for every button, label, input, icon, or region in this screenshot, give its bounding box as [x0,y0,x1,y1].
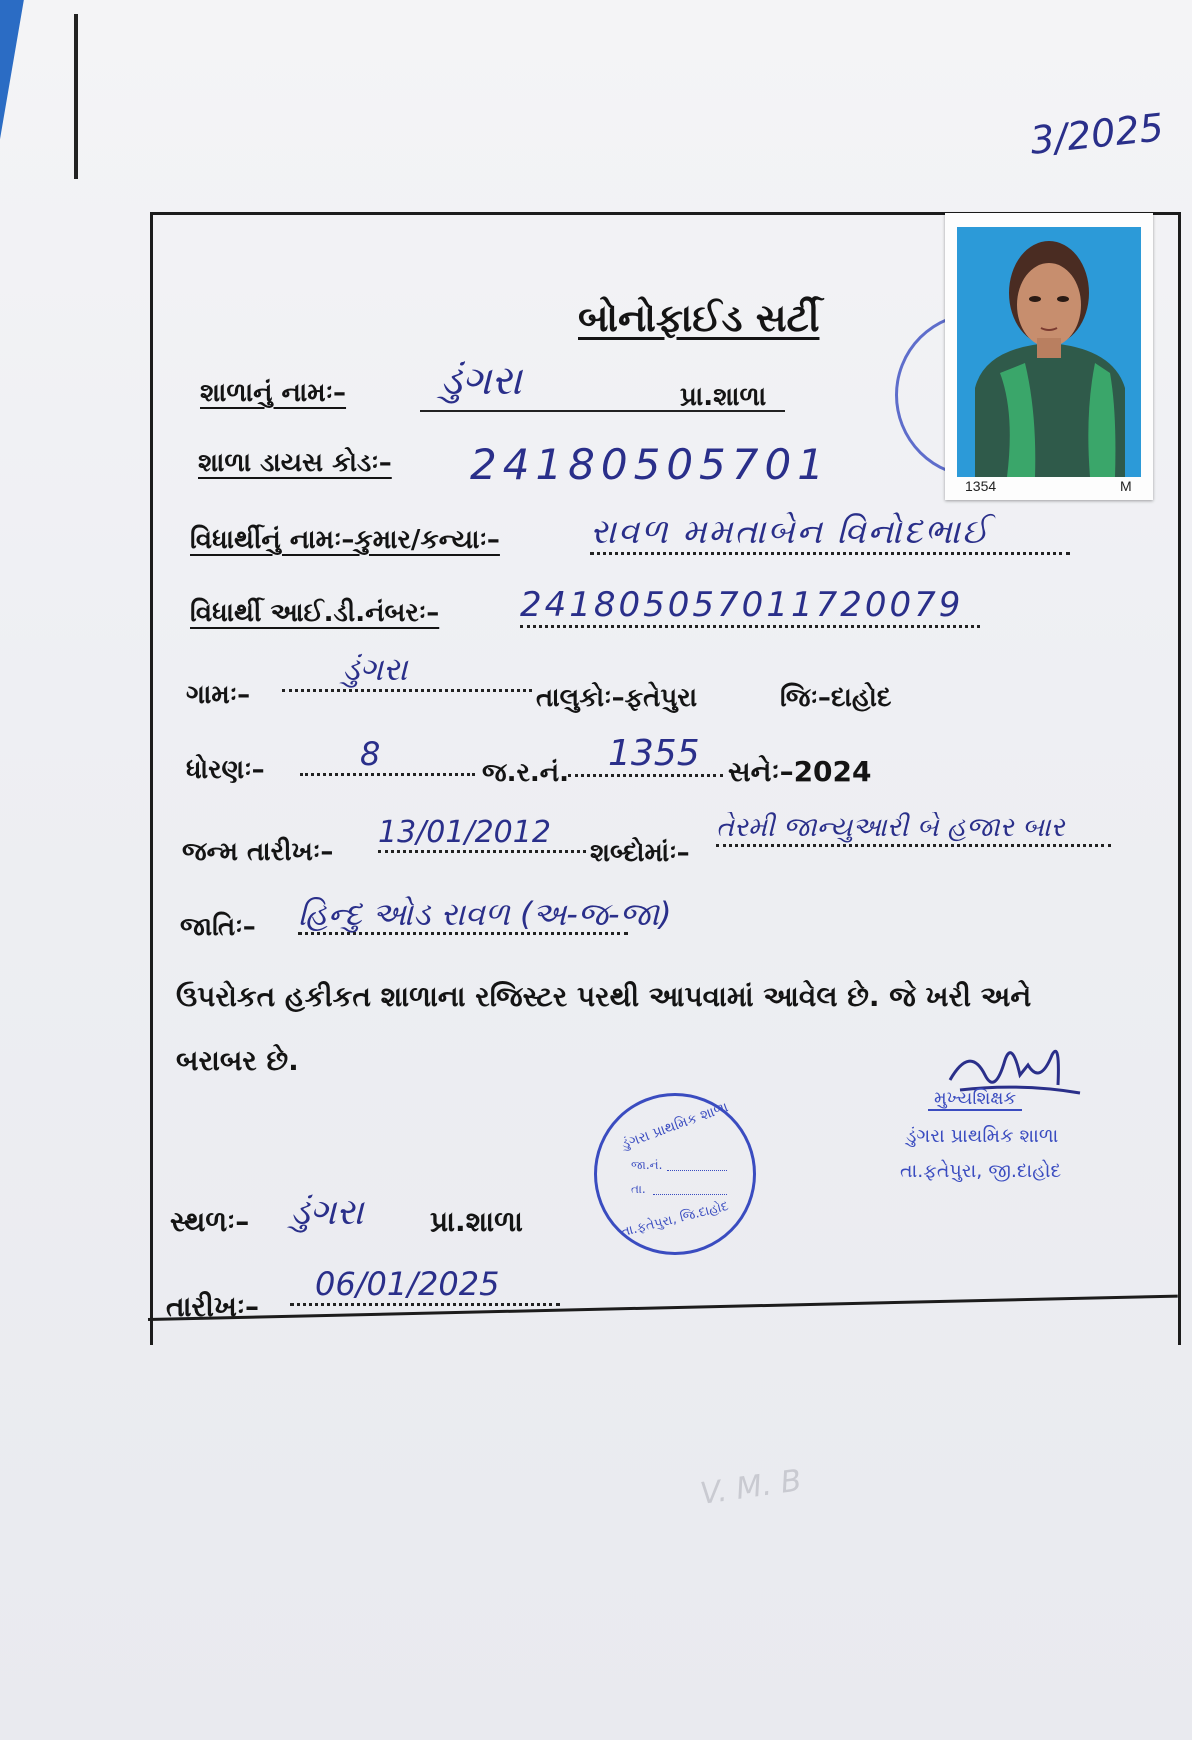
photo-number: 1354 [965,478,997,494]
reg-number-label: જ.ર.નં. [482,758,570,788]
standard-label: ધોરણઃ– [186,755,265,785]
date-label: તારીખઃ– [166,1290,259,1323]
principal-address: તા.ફતેપુરા, જી.દાહોદ [900,1160,1062,1182]
round-stamp-jan-label: જા.નં. [631,1158,663,1172]
statement-line-1: ઉપરોકત હકીકત શાળાના રજિસ્ટર પરથી આપવામાં આવેલ છે. જે ખરી અને [176,980,1032,1013]
birth-date-value: 13/01/2012 [378,815,586,853]
village-label: ગામઃ– [186,680,251,710]
round-stamp-jan-dots [667,1170,727,1171]
round-stamp-ta-dots [653,1194,727,1195]
taluka-label: તાલુકોઃ–ફતેપુરા [536,683,698,713]
standard-value: 8 [300,735,475,776]
principal-school: ડુંગરા પ્રાથમિક શાળા [906,1125,1059,1147]
place-suffix: પ્રા.શાળા [430,1205,523,1238]
school-name-suffix: પ્રા.શાળા [680,382,767,412]
date-value: 06/01/2025 [290,1265,560,1306]
student-id-value: 241805057011720079 [520,585,980,628]
round-stamp-top-text: ડુંગરા પ્રાથમિક શાળા [619,1099,731,1153]
certificate-title: બોનોફાઈડ સર્ટી [578,296,820,340]
caste-label: જાતિઃ– [180,912,256,942]
student-name-value: રાવળ મમતાબેન વિનોદભાઈ [590,512,1070,555]
round-school-stamp [594,1093,756,1255]
student-name-label: વિધાર્થીનું નામઃ–કુમાર/કન્યાઃ– [190,525,500,555]
birth-words-label: શબ્દોમાંઃ– [590,838,690,868]
student-portrait [945,213,1153,500]
reg-number-value: 1355 [568,733,723,777]
year-label: સનેઃ–2024 [728,755,872,788]
place-label: સ્થળઃ– [170,1205,250,1238]
corner-note: 3/2025 [1028,105,1166,163]
principal-role: મુખ્યશિક્ષક [928,1088,1022,1111]
village-value: ડુંગરા [282,650,532,692]
photo-letter: M [1120,478,1132,494]
school-name-label: શાળાનું નામઃ– [200,378,347,408]
place-value: ડુંગરા [290,1192,364,1233]
birth-words-value: તેરમી જાન્યુઆરી બે હજાર બાર [716,812,1111,847]
birth-date-label: જન્મ તારીખઃ– [182,837,334,867]
round-stamp-ta-label: તા. [631,1182,646,1196]
faint-pencil-mark: V. M. B [698,1463,804,1512]
student-id-label: વિધાર્થી આઈ.ડી.નંબરઃ– [190,598,440,628]
dise-code-value: 24180505701 [470,440,830,489]
round-stamp-bottom-text: તા.ફતેપુરા, જિ.દાહોદ [619,1198,731,1241]
school-name-value: ડુંગરા [440,358,522,404]
dise-code-label: શાળા ડાયસ કોડઃ– [198,448,392,478]
caste-dots [298,932,628,935]
statement-line-2: બરાબર છે. [176,1044,299,1077]
left-edge-mark [74,14,78,179]
student-photo [945,213,1153,500]
district-label: જિઃ–દાહોદ [780,683,892,713]
caste-value: હિન્દુ ઓડ રાવળ (અ-જ-જા) [298,895,672,933]
